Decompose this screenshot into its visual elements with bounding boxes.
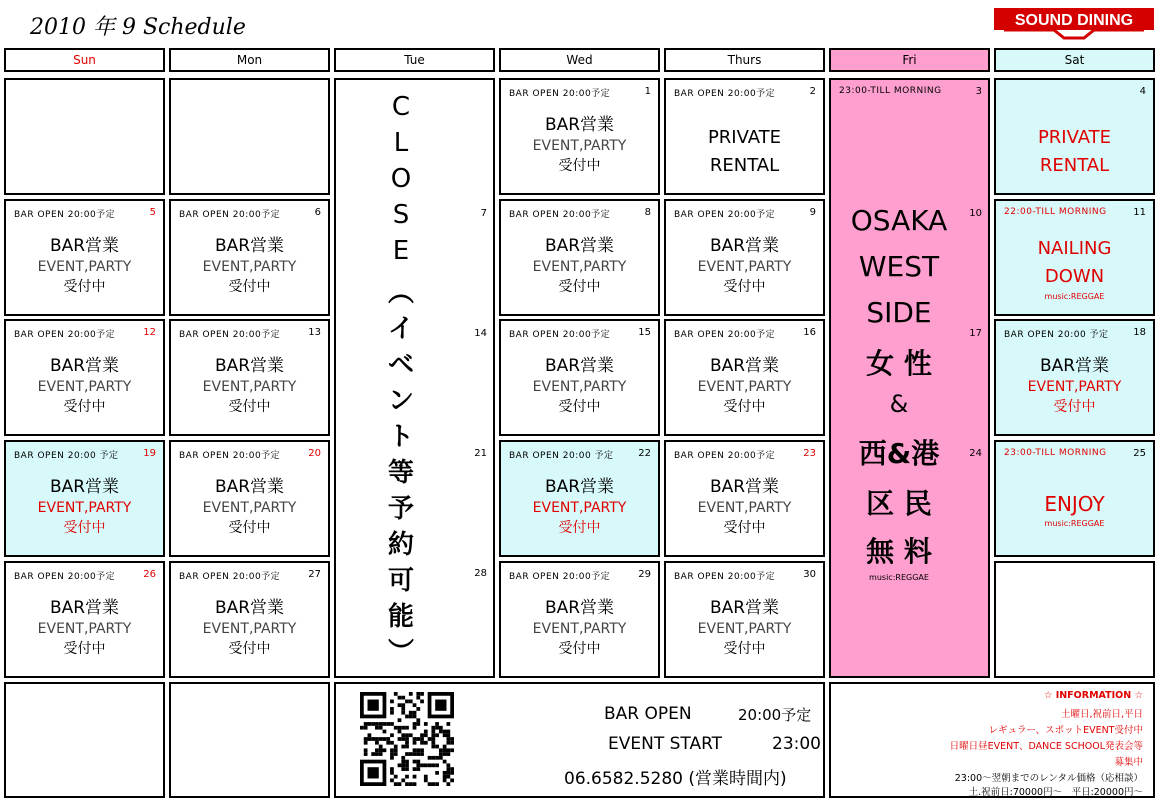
close-char: 約 <box>387 530 414 560</box>
close-char: S <box>392 200 410 230</box>
close-char: 可 <box>387 566 414 596</box>
day-cell-empty <box>4 78 165 195</box>
day-cell-16[interactable]: BAR OPEN 20:00予定 16 BAR営業 EVENT,PARTY 受付中 <box>664 319 825 436</box>
bar-open-label: BAR OPEN <box>604 704 692 724</box>
close-char: イ <box>387 314 414 344</box>
day-cell-29[interactable]: BAR OPEN 20:00予定 29 BAR営業 EVENT,PARTY 受付中 <box>499 561 660 678</box>
header-sun: Sun <box>4 48 165 72</box>
day-cell-11[interactable]: 22:00-TILL MORNING 11 NAILING DOWN music:REGGAE <box>994 199 1155 316</box>
day-cell-27[interactable]: BAR OPEN 20:00予定 27 BAR営業 EVENT,PARTY 受付中 <box>169 561 330 678</box>
header-mon: Mon <box>169 48 330 72</box>
fri-free: 無 料 <box>866 535 932 568</box>
close-char: ベ <box>387 350 414 380</box>
day-cell-20[interactable]: BAR OPEN 20:00予定 20 BAR営業 EVENT,PARTY 受付中 <box>169 440 330 557</box>
day-cell-23[interactable]: BAR OPEN 20:00予定 23 BAR営業 EVENT,PARTY 受付中 <box>664 440 825 557</box>
day-cell-18[interactable]: BAR OPEN 20:00 予定 18 BAR営業 EVENT,PARTY 受付中 <box>994 319 1155 436</box>
header-fri: Fri <box>829 48 990 72</box>
day-cell-19[interactable]: BAR OPEN 20:00 予定 19 BAR営業 EVENT,PARTY 受付中 <box>4 440 165 557</box>
day-cell-12[interactable]: BAR OPEN 20:00予定 12 BAR営業 EVENT,PARTY 受付中 <box>4 319 165 436</box>
information-box: ☆ INFORMATION ☆ 土曜日,祝前日,平日 レギュラー、スポットEVENT受付中 日曜日昼EVENT、DANCE SCHOOL発表会等 募集中 23:00～翌朝までのレンタル価格（応相談） 土.祝前日:70000円～ 平日:20000円～ <box>829 682 1155 798</box>
bar-open-time: 20:00予定 <box>738 706 812 724</box>
day-cell-2[interactable]: BAR OPEN 20:00予定 2 PRIVATE RENTAL <box>664 78 825 195</box>
day-cell-4[interactable]: 4 PRIVATE RENTAL <box>994 78 1155 195</box>
day-cell-30[interactable]: BAR OPEN 20:00予定 30 BAR営業 EVENT,PARTY 受付中 <box>664 561 825 678</box>
sound-dining-logo <box>994 6 1154 42</box>
fri-wards: 西&港 <box>858 437 940 470</box>
event-start-time: 23:00 <box>772 734 821 754</box>
fri-music: music:REGGAE <box>869 573 929 582</box>
header-wed: Wed <box>499 48 660 72</box>
close-char: C <box>391 92 411 122</box>
close-char: 等 <box>387 458 414 488</box>
fri-residents: 区 民 <box>866 487 932 520</box>
close-char: O <box>390 164 412 194</box>
close-char: E <box>392 236 410 266</box>
fri-osaka: OSAKA <box>850 204 948 237</box>
page-title: 2010 年 9 Schedule <box>30 15 246 40</box>
fri-amp: & <box>889 390 909 418</box>
header-thu: Thurs <box>664 48 825 72</box>
close-char: 能 <box>387 602 414 632</box>
close-char: ト <box>387 422 414 452</box>
close-char: 予 <box>387 494 414 524</box>
day-cell-8[interactable]: BAR OPEN 20:00予定 8 BAR営業 EVENT,PARTY 受付中 <box>499 199 660 316</box>
close-char: ン <box>387 386 414 416</box>
day-cell-22[interactable]: BAR OPEN 20:00 予定 22 BAR営業 EVENT,PARTY 受付中 <box>499 440 660 557</box>
close-char: L <box>393 128 409 158</box>
event-start-label: EVENT START <box>608 734 723 754</box>
fri-west: WEST <box>858 250 940 283</box>
day-cell-empty <box>994 561 1155 678</box>
tuesday-closed-column: 7 14 21 28 C L O S E ︵ イ ベ ン ト 等 予 約 可 能 ︶ <box>334 78 495 678</box>
footer-empty-cell <box>169 682 330 798</box>
close-char: ︵ <box>387 278 414 308</box>
day-cell-1[interactable]: BAR OPEN 20:00予定 1 BAR営業 EVENT,PARTY 受付中 <box>499 78 660 195</box>
footer-empty-cell <box>4 682 165 798</box>
day-cell-empty <box>169 78 330 195</box>
friday-event-column[interactable]: 23:00-TILL MORNING 3 10 17 24 OSAKA WEST SIDE 女 性 & 西&港 区 民 無 料 music:REGGAE <box>829 78 990 678</box>
header-sat: Sat <box>994 48 1155 72</box>
day-cell-6[interactable]: BAR OPEN 20:00予定 6 BAR営業 EVENT,PARTY 受付中 <box>169 199 330 316</box>
phone-number: 06.6582.5280 (営業時間内) <box>564 769 787 789</box>
header-tue: Tue <box>334 48 495 72</box>
day-cell-25[interactable]: 23:00-TILL MORNING 25 ENJOY music:REGGAE <box>994 440 1155 557</box>
day-cell-15[interactable]: BAR OPEN 20:00予定 15 BAR営業 EVENT,PARTY 受付中 <box>499 319 660 436</box>
day-cell-26[interactable]: BAR OPEN 20:00予定 26 BAR営業 EVENT,PARTY 受付中 <box>4 561 165 678</box>
day-cell-5[interactable]: BAR OPEN 20:00予定 5 BAR営業 EVENT,PARTY 受付中 <box>4 199 165 316</box>
qr-code-icon[interactable] <box>360 692 454 786</box>
footer-info-box <box>334 682 825 798</box>
fri-side: SIDE <box>866 296 932 329</box>
day-cell-9[interactable]: BAR OPEN 20:00予定 9 BAR営業 EVENT,PARTY 受付中 <box>664 199 825 316</box>
fri-women: 女 性 <box>866 347 932 380</box>
close-char: ︶ <box>387 638 414 668</box>
day-cell-13[interactable]: BAR OPEN 20:00予定 13 BAR営業 EVENT,PARTY 受付中 <box>169 319 330 436</box>
logo-text: SOUND DINING <box>1014 12 1134 29</box>
